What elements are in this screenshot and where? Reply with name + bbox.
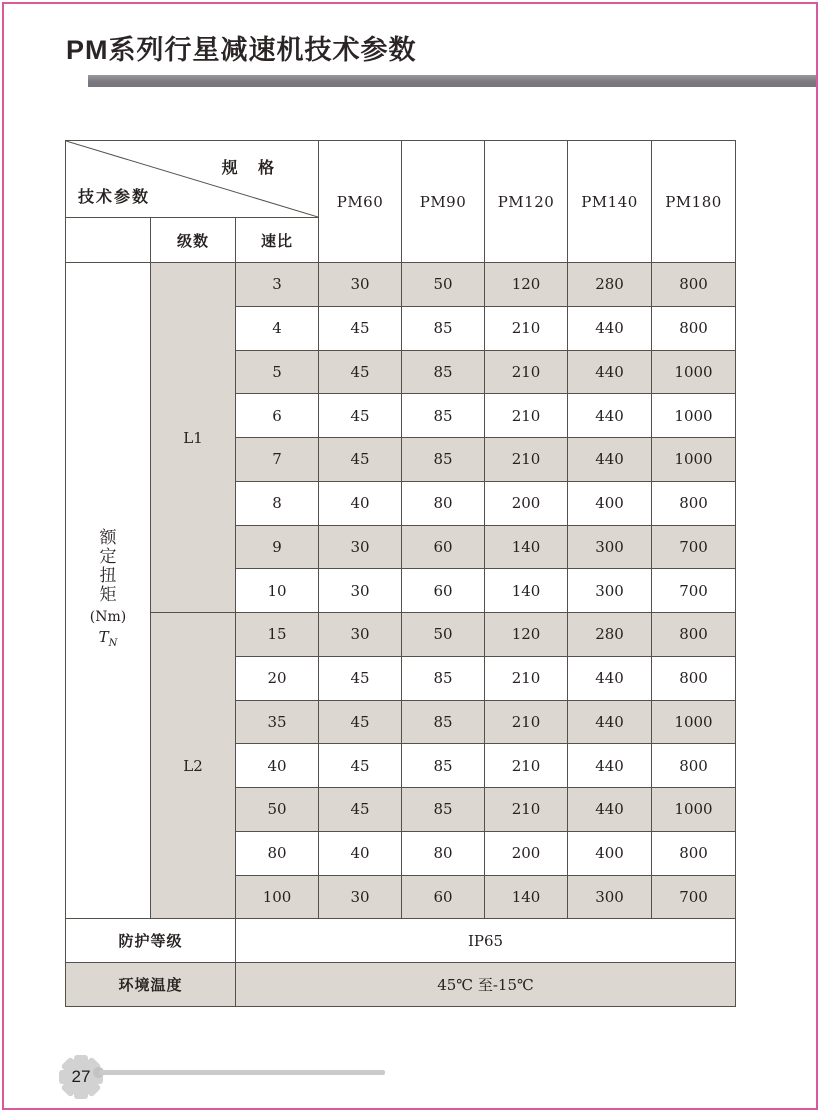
ratio-cell: 15 (236, 613, 319, 657)
value-cell: 140 (485, 569, 568, 613)
stage-cell-l2: L2 (151, 613, 236, 919)
ratio-header-cell: 速比 (236, 218, 319, 263)
page-title: PM系列行星减速机技术参数 (66, 35, 417, 65)
value-cell: 700 (652, 875, 736, 919)
torque-unit: (Nm) (89, 608, 127, 625)
value-cell: 300 (568, 875, 652, 919)
footer-value: 45℃ 至-15℃ (236, 963, 736, 1007)
value-cell: 280 (568, 263, 652, 307)
header-row-1 (66, 141, 736, 218)
value-cell: 45 (319, 394, 402, 438)
value-cell: 85 (402, 394, 485, 438)
value-cell: 440 (568, 656, 652, 700)
value-cell: 440 (568, 306, 652, 350)
value-cell: 210 (485, 394, 568, 438)
value-cell: 30 (319, 263, 402, 307)
ratio-cell: 6 (236, 394, 319, 438)
value-cell: 40 (319, 831, 402, 875)
ratio-cell: 3 (236, 263, 319, 307)
value-cell: 400 (568, 481, 652, 525)
ratio-cell: 10 (236, 569, 319, 613)
value-cell: 45 (319, 350, 402, 394)
footer-label: 防护等级 (66, 919, 236, 963)
value-cell: 45 (319, 306, 402, 350)
value-cell: 85 (402, 438, 485, 482)
spec-corner-label: 规 格 (221, 160, 283, 177)
value-cell: 800 (652, 306, 736, 350)
spec-row-ratio-3 (66, 263, 736, 307)
value-cell: 210 (485, 306, 568, 350)
torque-char: 扭 (99, 565, 117, 586)
value-cell: 800 (652, 481, 736, 525)
value-cell: 80 (402, 831, 485, 875)
value-cell: 85 (402, 700, 485, 744)
value-cell: 280 (568, 613, 652, 657)
value-cell: 210 (485, 744, 568, 788)
ratio-cell: 7 (236, 438, 319, 482)
value-cell: 50 (402, 613, 485, 657)
value-cell: 140 (485, 875, 568, 919)
column-header-pm140: PM140 (568, 141, 652, 263)
value-cell: 45 (319, 744, 402, 788)
value-cell: 210 (485, 656, 568, 700)
value-cell: 45 (319, 700, 402, 744)
diagonal-header-cell (66, 141, 319, 218)
column-header-pm180: PM180 (652, 141, 736, 263)
value-cell: 60 (402, 875, 485, 919)
value-cell: 30 (319, 875, 402, 919)
value-cell: 85 (402, 350, 485, 394)
tech-params-corner-label: 技术参数 (78, 189, 151, 206)
spec-table-body (66, 263, 736, 1007)
value-cell: 210 (485, 350, 568, 394)
value-cell: 700 (652, 525, 736, 569)
value-cell: 700 (652, 569, 736, 613)
column-header-pm90: PM90 (402, 141, 485, 263)
value-cell: 30 (319, 525, 402, 569)
value-cell: 1000 (652, 788, 736, 832)
torque-label-cell (66, 263, 151, 919)
value-cell: 800 (652, 263, 736, 307)
ratio-cell: 35 (236, 700, 319, 744)
torque-symbol: $T_N$ (98, 627, 118, 649)
value-cell: 800 (652, 656, 736, 700)
value-cell: 45 (319, 788, 402, 832)
value-cell: 140 (485, 525, 568, 569)
value-cell: 120 (485, 613, 568, 657)
stage-cell-l1: L1 (151, 263, 236, 613)
value-cell: 400 (568, 831, 652, 875)
value-cell: 800 (652, 831, 736, 875)
value-cell: 440 (568, 788, 652, 832)
value-cell: 30 (319, 569, 402, 613)
value-cell: 300 (568, 569, 652, 613)
value-cell: 45 (319, 438, 402, 482)
ratio-cell: 5 (236, 350, 319, 394)
value-cell: 440 (568, 700, 652, 744)
value-cell: 210 (485, 438, 568, 482)
value-cell: 440 (568, 744, 652, 788)
value-cell: 800 (652, 744, 736, 788)
footer-row (66, 919, 736, 963)
value-cell: 440 (568, 350, 652, 394)
value-cell: 60 (402, 569, 485, 613)
torque-char: 额 (99, 527, 117, 548)
value-cell: 85 (402, 306, 485, 350)
ratio-cell: 4 (236, 306, 319, 350)
ratio-cell: 40 (236, 744, 319, 788)
value-cell: 85 (402, 744, 485, 788)
value-cell: 85 (402, 788, 485, 832)
footer-label: 环境温度 (66, 963, 236, 1007)
column-header-pm60: PM60 (319, 141, 402, 263)
value-cell: 1000 (652, 700, 736, 744)
title-underline-bar (88, 75, 816, 87)
ratio-cell: 50 (236, 788, 319, 832)
value-cell: 440 (568, 394, 652, 438)
value-cell: 440 (568, 438, 652, 482)
value-cell: 800 (652, 613, 736, 657)
ratio-cell: 9 (236, 525, 319, 569)
value-cell: 200 (485, 481, 568, 525)
ratio-cell: 80 (236, 831, 319, 875)
footer-line (99, 1070, 385, 1075)
page-number: 27 (71, 1067, 91, 1086)
column-header-pm120: PM120 (485, 141, 568, 263)
footer-row (66, 963, 736, 1007)
blank-header-cell (66, 218, 151, 263)
value-cell: 200 (485, 831, 568, 875)
ratio-cell: 8 (236, 481, 319, 525)
value-cell: 1000 (652, 438, 736, 482)
value-cell: 85 (402, 656, 485, 700)
value-cell: 120 (485, 263, 568, 307)
value-cell: 300 (568, 525, 652, 569)
value-cell: 210 (485, 700, 568, 744)
spec-row-ratio-15 (66, 613, 736, 657)
torque-char: 定 (99, 546, 117, 567)
torque-char: 矩 (99, 584, 117, 605)
value-cell: 50 (402, 263, 485, 307)
value-cell: 30 (319, 613, 402, 657)
value-cell: 1000 (652, 394, 736, 438)
stage-header-cell: 级数 (151, 218, 236, 263)
value-cell: 80 (402, 481, 485, 525)
value-cell: 40 (319, 481, 402, 525)
value-cell: 1000 (652, 350, 736, 394)
ratio-cell: 20 (236, 656, 319, 700)
value-cell: 210 (485, 788, 568, 832)
footer-value: IP65 (236, 919, 736, 963)
ratio-cell: 100 (236, 875, 319, 919)
spec-table (65, 140, 736, 1007)
value-cell: 45 (319, 656, 402, 700)
spec-table-head (66, 141, 736, 263)
value-cell: 60 (402, 525, 485, 569)
torque-label (66, 529, 150, 653)
